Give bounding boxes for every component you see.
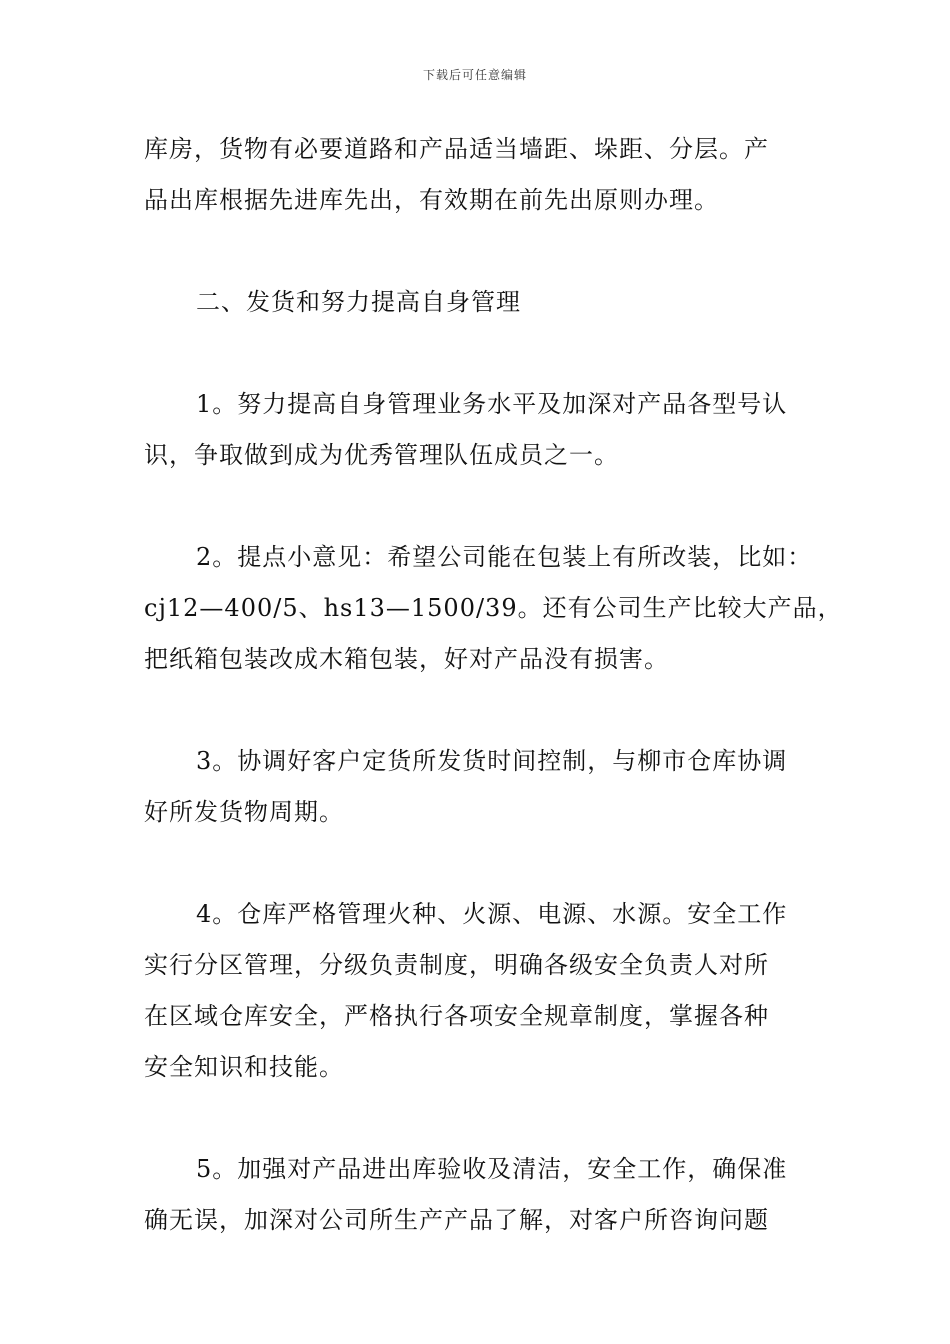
document-body	[144, 124, 843, 1246]
text-line: 安全知识和技能。	[144, 1053, 344, 1081]
paragraph	[144, 889, 814, 1093]
text-line: 4。仓库严格管理火种、火源、电源、水源。安全工作	[196, 900, 788, 928]
paragraph	[144, 532, 843, 685]
text-line: 1。努力提高自身管理业务水平及加深对产品各型号认	[196, 390, 788, 418]
text-line: 二、发货和努力提高自身管理	[196, 288, 521, 316]
paragraph	[144, 736, 814, 838]
page-header: 下载后可任意编辑	[422, 68, 527, 82]
text-line: 品出库根据先进库先出，有效期在前先出原则办理。	[144, 186, 719, 214]
text-line: 确无误，加深对公司所生产产品了解，对客户所咨询问题	[144, 1206, 769, 1234]
text-line: 识，争取做到成为优秀管理队伍成员之一。	[144, 441, 619, 469]
text-line: 3。协调好客户定货所发货时间控制，与柳市仓库协调	[196, 747, 788, 775]
section-heading	[144, 277, 814, 328]
text-line: 5。加强对产品进出库验收及清洁，安全工作，确保准	[196, 1155, 788, 1183]
text-line: 把纸箱包装改成木箱包装，好对产品没有损害。	[144, 645, 669, 673]
text-line: 好所发货物周期。	[144, 798, 344, 826]
text-line: 实行分区管理，分级负责制度，明确各级安全负责人对所	[144, 951, 769, 979]
text-line: 2。提点小意见：希望公司能在包装上有所改装，比如：	[196, 543, 813, 571]
text-line: cj12—400/5、hs13—1500/39。还有公司生产比较大产品，	[144, 594, 843, 622]
paragraph	[144, 124, 814, 226]
text-line: 在区域仓库安全，严格执行各项安全规章制度，掌握各种	[144, 1002, 769, 1030]
paragraph	[144, 1144, 814, 1246]
paragraph	[144, 379, 814, 481]
text-line: 库房，货物有必要道路和产品适当墙距、垛距、分层。产	[144, 135, 769, 163]
